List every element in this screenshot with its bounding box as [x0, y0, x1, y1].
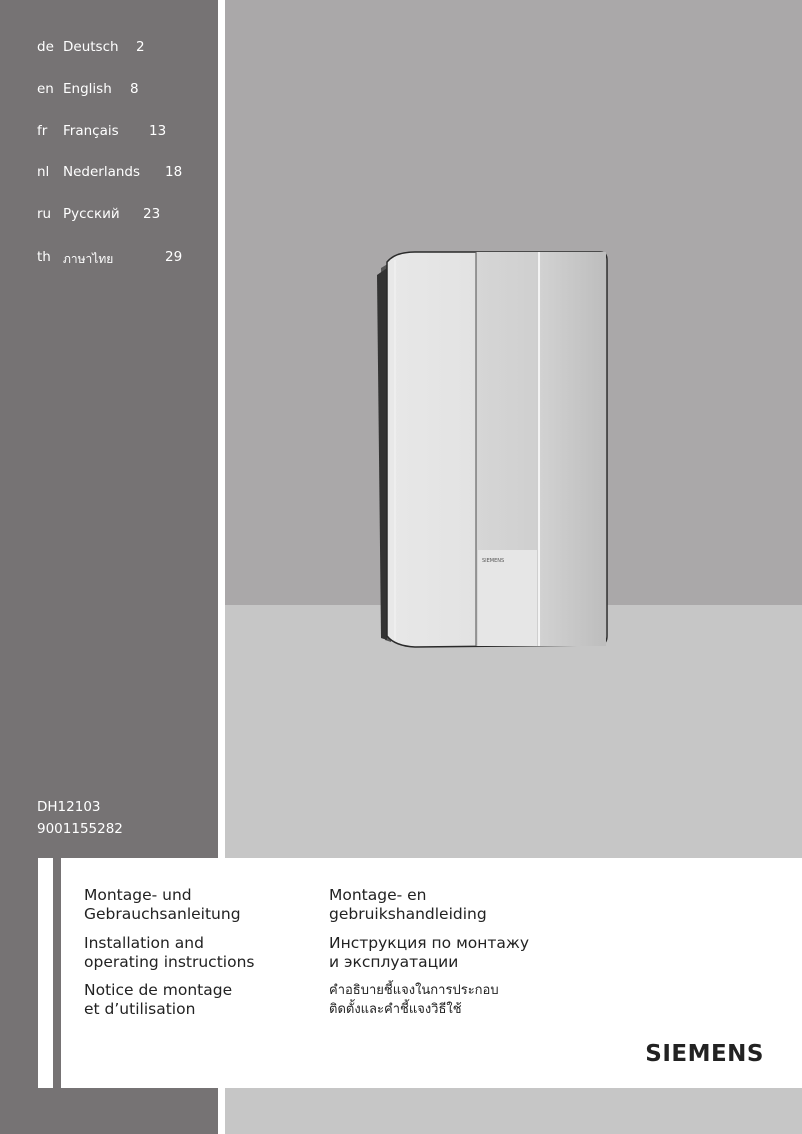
title-de: Montage- und Gebrauchsanleitung	[84, 886, 241, 923]
title-fr: Notice de montage et d’utilisation	[84, 981, 233, 1018]
page-number: 23	[143, 206, 161, 222]
language-name: Deutsch	[63, 39, 119, 55]
water-heater-image	[355, 240, 625, 660]
title-ru: Инструкция по монтажу и эксплуатации	[329, 934, 530, 971]
language-code: fr	[37, 123, 48, 139]
language-name: English	[63, 81, 112, 97]
title-th: คำอธิบายชี้แจงในการประกอบ ติดตั้งและคำชี้แจงวิธีใช้	[329, 983, 499, 1017]
title-en: Installation and operating instructions	[84, 934, 255, 971]
language-name: Русский	[63, 206, 120, 222]
siemens-logo: SIEMENS	[645, 1041, 764, 1067]
language-name: Nederlands	[63, 164, 141, 180]
page-number: 29	[165, 249, 183, 265]
language-code: nl	[37, 164, 50, 180]
device-brand-label: SIEMENS	[482, 558, 505, 564]
title-panel	[38, 858, 802, 1088]
language-code: th	[37, 249, 51, 265]
bottom-strip	[225, 1088, 802, 1134]
page-number: 8	[130, 81, 139, 97]
language-name: ภาษาไทย	[63, 252, 114, 266]
title-nl: Montage- en gebruikshandleiding	[329, 886, 487, 923]
language-name: Français	[63, 123, 119, 139]
language-code: ru	[37, 206, 52, 222]
language-code: en	[37, 81, 54, 97]
page-number: 2	[136, 39, 145, 55]
page-number: 13	[149, 123, 167, 139]
page-number: 18	[165, 164, 183, 180]
accent-bar	[53, 858, 61, 1088]
language-code: de	[37, 39, 54, 55]
model-number: DH12103	[37, 799, 101, 815]
part-number: 9001155282	[37, 821, 123, 837]
